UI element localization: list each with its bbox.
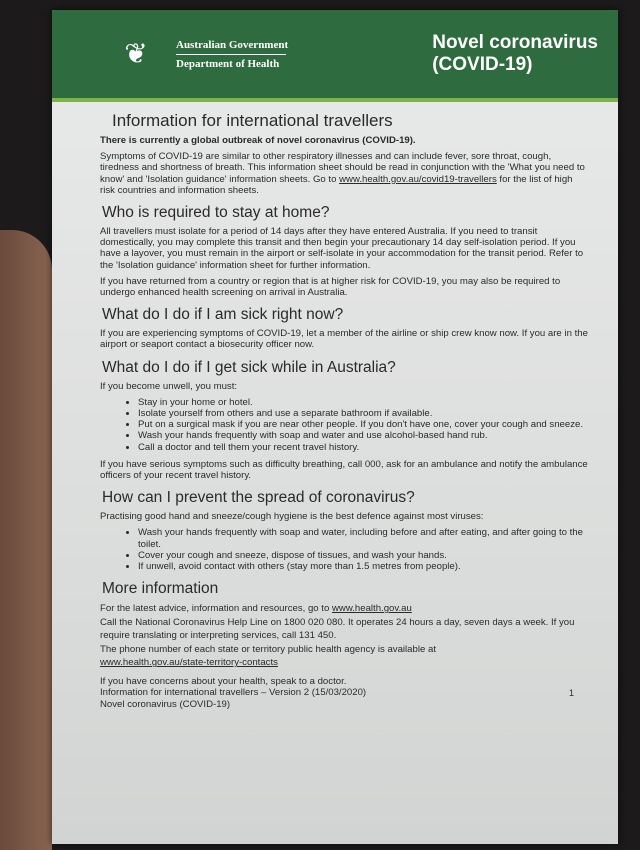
footer-l3: Novel coronavirus (COVID-19) [100,698,231,710]
intro-body [100,151,588,196]
sick-australia-p2: If you have serious symptoms such as difficulty breathing, call 000, ask for an ambulance and notify the ambulance officers of your recent travel history. [100,458,588,482]
state-contacts-link[interactable]: www.health.gov.au/state-territory-contacts [100,657,278,669]
title-line1: Novel coronavirus [432,32,598,53]
more-info-heading: More information [102,580,219,598]
list-item: • Isolate yourself from others and use a separate bathroom if available. [138,408,588,419]
prevent-list [100,527,588,572]
document-title [432,32,598,76]
more-info-body [100,602,588,670]
footer-l2: Information for international travellers – Version 2 (15/03/2020) [100,687,367,699]
sick-australia-heading: What do I do if I get sick while in Australia? [102,358,396,376]
document-header [52,10,618,102]
list-item: • Put on a surgical mask if you are near other people. If you don't have one, cover your cough and sneeze. [138,419,588,430]
government-logo-text [176,39,288,70]
stay-home-p2: If you have returned from a country or region that is at higher risk for COVID-19, you may also be required to undergo enhanced health screening on arrival in Australia. [100,275,561,299]
stay-home-p1: All travellers must isolate for a period of 14 days after they have entered Australia. If you need to transit domestically, you may complete this transit and then begin your precautionary 14 day self-isolation period. If you have a layover, you must remain in the airport or self-isolate in your accommodation for the transit period. Refer to the 'Isolation guidance' information sheet for further information. [100,226,584,271]
footer [100,676,588,711]
more-l1: For the latest advice, information and resources, go to [100,603,332,615]
list-item: • Wash your hands frequently with soap and water, including before and after eating, and after going to the toilet. [138,527,588,549]
list-item: • Stay in your home or hotel. [138,397,588,408]
document-page [52,10,618,844]
list-item: • Wash your hands frequently with soap and water and use alcohol-based hand rub. [138,430,588,441]
travellers-link[interactable]: www.health.gov.au/covid19-travellers [339,173,497,185]
intro-heading: Information for international travellers [112,111,393,130]
sick-now-p1: If you are experiencing symptoms of COVID-19, let a member of the airline or ship crew know now. If you are in the airport or seaport contact a biosecurity officer now. [100,328,588,351]
intro-text: Symptoms of COVID-19 are similar to other respiratory illnesses and can include fever, sore throat, cough, tiredness and shortness of breath. This information sheet should be read in conjunction with the 'What you need to know' and 'Isolation guidance' information sheets. Go to [100,151,585,185]
title-line2: (COVID-19) [432,54,533,75]
page-number: 1 [568,687,574,698]
list-item: • Call a doctor and tell them your recent travel history. [138,442,588,453]
footer-l1: If you have concerns about your health, speak to a doctor. [100,675,347,687]
prevent-heading: How can I prevent the spread of coronavirus? [102,489,415,507]
sick-now-heading: What do I do if I am sick right now? [102,306,344,324]
gov-line1: Australian Government [176,38,289,51]
stay-home-heading: Who is required to stay at home? [102,204,330,222]
health-link[interactable]: www.health.gov.au [331,603,412,615]
prevent-intro: Practising good hand and sneeze/cough hygiene is the best defence against most viruses: [100,511,484,523]
list-item: • Cover your cough and sneeze, dispose of tissues, and wash your hands. [138,550,588,561]
background-hand [0,230,52,850]
sick-australia-intro: If you become unwell, you must: [100,380,238,392]
more-l3: The phone number of each state or territory public health agency is available at [100,643,436,655]
list-item: • If unwell, avoid contact with others (stay more than 1.5 metres from people). [138,561,588,572]
sick-australia-list [100,397,588,453]
footer-lines [100,676,549,711]
gov-line2: Department of Health [176,57,280,70]
intro-text-end: for the list of high risk countries and information sheets. [100,173,573,196]
coat-of-arms-icon: ❦ [124,38,148,69]
intro-lead: There is currently a global outbreak of novel coronavirus (COVID-19). [100,135,416,146]
more-l2: Call the National Coronavirus Help Line on 1800 020 080. It operates 24 hours a day, seven days a week. If you require translating or interpreting services, call 131 450. [100,616,575,642]
